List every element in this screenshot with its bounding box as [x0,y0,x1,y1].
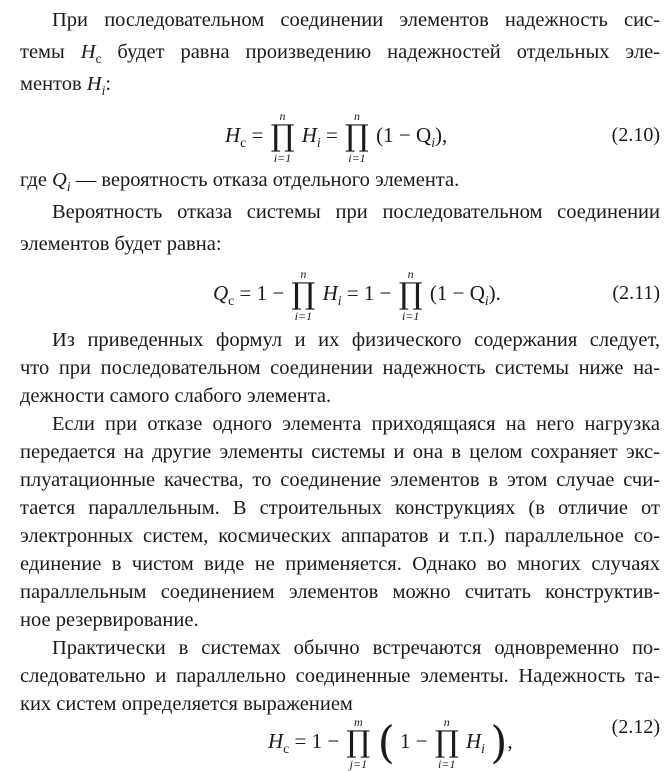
equation-number: (2.12) [611,716,660,738]
product-symbol: m ∏ j=1 [346,715,371,771]
equation-2-12: $H_c = 1$ − m ∏ j=1 ( 1 − n ∏ i=1 $H_i$ ), (2.12) [268,715,660,771]
paragraph1-line3: ментов $H_i$: [20,73,112,99]
paragraph4-line2: передается на другие элементы системы и она в целом сохраняет экс- [20,441,660,463]
product-symbol: n ∏ i=1 [434,715,459,771]
paragraph4-line4: тается параллельным. В строительных конструкциях (в отличие от [20,497,660,519]
paragraph1-line1: При последовательном соединении элементов надежность сис- [52,9,660,31]
equation-number: (2.11) [612,282,660,304]
product-symbol: n ∏ i=1 [398,267,423,323]
paragraph4-line5: электронных систем, космических аппаратов и т.п.) параллельное со- [20,525,660,547]
product-symbol: n ∏ i=1 [291,267,316,323]
equation-2-11: $Q_c = 1$ − n ∏ i=1 $H_i = 1$ − n ∏ i=1 $(1 - Q_i)$. (2.11) [213,267,660,323]
paragraph4-line3: плуатационные качества, то соединение элементов в этом случае счи- [20,469,660,491]
paragraph1-line2: темы $H_c$ будет равна произведению надежностей отдельных эле- [20,41,660,67]
paragraph4-line7: параллельным соединением элементов можно считать конструктив- [20,581,660,603]
paragraph2-line1: Вероятность отказа системы при последовательном соединении [52,201,660,223]
equation-2-10: $H_c$ = n ∏ i=1 $H_i$ = n ∏ i=1 $(1 - Q_i)$, (2.10) [225,109,660,165]
where-line: где $Q_i$ — вероятность отказа отдельного элемента. [20,169,460,195]
paragraph5-line3: ких систем определяется выражением [20,693,353,715]
paragraph5-line2: следовательно и параллельно соединенные элементы. Надежность та- [20,665,660,687]
product-symbol: n ∏ i=1 [345,109,369,165]
paragraph5-line1: Практически в системах обычно встречаются одновременно по- [52,637,660,659]
paragraph3-line2: что при последовательном соединении надежность системы ниже на- [20,357,660,379]
paragraph3-line3: дежности самого слабого элемента. [20,385,332,407]
equation-number: (2.10) [611,124,660,146]
product-symbol: n ∏ i=1 [270,109,295,165]
paragraph4-line1: Если при отказе одного элемента приходящаяся на него нагрузка [52,413,660,435]
paragraph3-line1: Из приведенных формул и их физического содержания следует, [52,329,660,351]
paragraph2-line2: элементов будет равна: [20,233,222,255]
paragraph4-line8: ное резервирование. [20,609,199,631]
paragraph4-line6: единение в чистом виде не применяется. Однако во многих случаях [20,553,660,575]
